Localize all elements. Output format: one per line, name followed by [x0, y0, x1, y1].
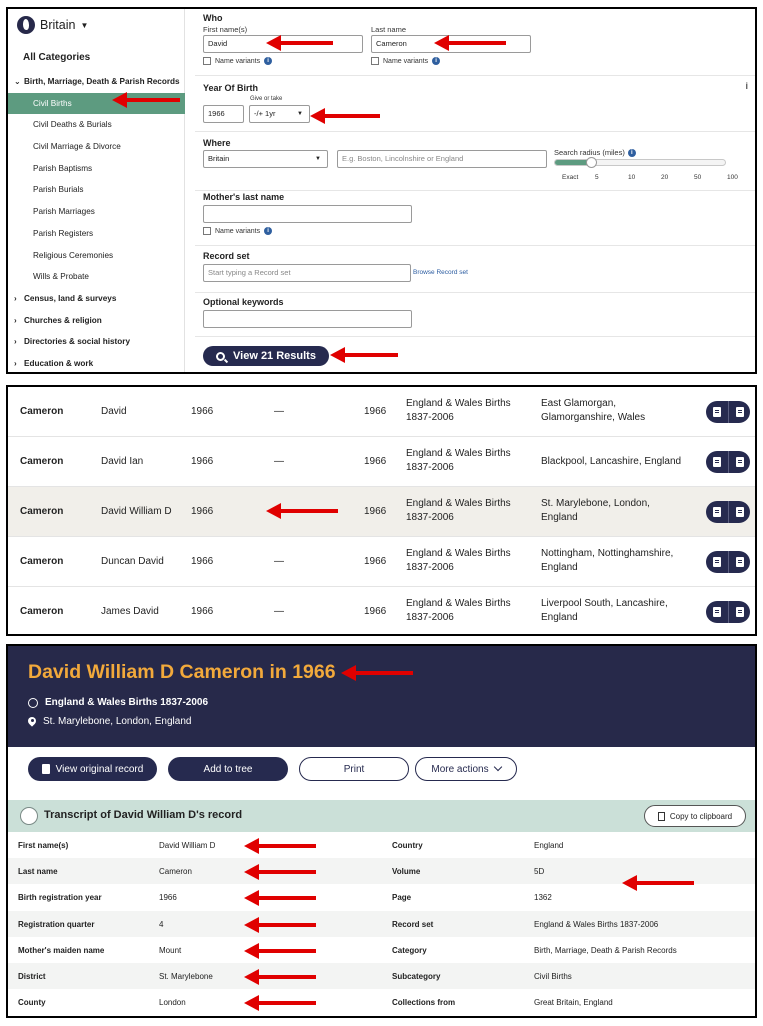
category-item[interactable] — [8, 288, 185, 310]
transcript-row — [8, 963, 755, 989]
result-record-set: England & Wales Births — [406, 548, 511, 559]
document-icon — [713, 407, 721, 417]
field-value: Great Britain, England — [534, 998, 613, 1008]
result-location: England — [541, 562, 578, 573]
category-label: Parish Registers — [33, 228, 94, 238]
field-value: 1966 — [159, 893, 177, 903]
field-value: David William D — [159, 841, 216, 850]
document-icon — [736, 507, 744, 517]
last-name-input[interactable]: Cameron — [371, 35, 531, 53]
document-icon — [713, 607, 721, 617]
all-categories-link[interactable]: All Categories — [23, 52, 91, 63]
category-label: Churches & religion — [24, 315, 102, 325]
document-icon — [736, 407, 744, 417]
view-original-label: View original record — [55, 763, 144, 775]
category-list — [8, 71, 185, 374]
browse-record-set-link[interactable]: Browse Record set — [413, 269, 468, 276]
category-label: Education & work — [24, 358, 94, 368]
result-year: 1966 — [191, 456, 214, 467]
transcript-icon — [20, 807, 38, 825]
mother-name-variants-checkbox[interactable] — [203, 227, 272, 235]
add-to-tree-label: Add to tree — [203, 763, 253, 775]
caret-down-icon: ▼ — [315, 156, 321, 162]
field-label: Volume — [392, 867, 421, 877]
record-place-text: St. Marylebone, London, England — [43, 716, 192, 727]
view-results-label: View 21 Results — [233, 350, 316, 362]
search-radius-label — [554, 148, 636, 157]
view-image-button[interactable] — [728, 401, 750, 423]
radius-tick-label: 10 — [628, 174, 636, 181]
result-actions — [706, 501, 750, 523]
chevron-right-icon: › — [14, 337, 17, 347]
result-record-set: 1837-2006 — [406, 612, 454, 623]
chevron-right-icon: › — [14, 293, 17, 303]
result-first: David William D — [101, 506, 172, 517]
record-place-line — [28, 716, 191, 727]
result-last: Cameron — [20, 606, 64, 617]
result-first: Duncan David — [101, 556, 164, 567]
where-heading: Where — [203, 138, 231, 148]
field-label: Page — [392, 893, 412, 903]
field-label: District — [18, 972, 46, 981]
give-or-take-value: -/+ 1yr — [254, 109, 276, 118]
field-value: Birth, Marriage, Death & Parish Records — [534, 945, 677, 955]
view-transcript-button[interactable] — [706, 401, 728, 423]
search-radius-text: Search radius (miles) — [554, 148, 625, 157]
transcript-row — [8, 832, 755, 858]
category-item[interactable] — [8, 266, 185, 288]
category-label: Directories & social history — [24, 337, 131, 347]
view-transcript-button[interactable] — [706, 451, 728, 473]
category-label: Civil Births — [33, 98, 72, 108]
result-year2: 1966 — [364, 506, 387, 517]
give-or-take-label: Give or take — [250, 96, 283, 102]
result-record-set: England & Wales Births — [406, 598, 511, 609]
field-label: First name(s) — [18, 841, 69, 850]
category-label: Wills & Probate — [33, 272, 89, 282]
info-icon[interactable]: i — [432, 57, 440, 65]
arrow-shaft — [256, 870, 316, 874]
result-record-set: England & Wales Births — [406, 448, 511, 459]
record-header — [8, 646, 755, 747]
category-item[interactable] — [8, 158, 185, 180]
document-icon — [736, 607, 744, 617]
field-value: Cameron — [159, 867, 192, 877]
field-value: 1362 — [534, 893, 552, 903]
result-year2: 1966 — [364, 456, 387, 467]
field-value: England & Wales Births 1837-2006 — [534, 919, 659, 929]
first-name-variants-checkbox[interactable] — [203, 57, 272, 65]
document-icon — [713, 557, 721, 567]
category-item[interactable] — [8, 331, 185, 353]
search-radius-slider[interactable] — [554, 159, 726, 166]
help-info-icon[interactable]: i — [745, 81, 748, 91]
first-name-label: First name(s) — [203, 25, 248, 34]
category-item[interactable] — [8, 353, 185, 374]
result-event: — — [274, 556, 284, 567]
result-location: Glamorganshire, Wales — [541, 412, 646, 423]
name-variants-label: Name variants — [215, 227, 261, 235]
checkbox-box — [371, 57, 379, 65]
divider — [195, 190, 755, 191]
where-country-select[interactable] — [203, 150, 328, 168]
info-icon[interactable]: i — [264, 57, 272, 65]
radius-tick-label: 5 — [595, 174, 599, 181]
location-pin-icon — [28, 717, 36, 727]
category-item[interactable] — [8, 71, 185, 93]
document-icon — [42, 764, 50, 774]
view-image-button[interactable] — [728, 601, 750, 623]
field-label: Registration quarter — [18, 919, 95, 929]
result-location: East Glamorgan, — [541, 398, 617, 409]
view-transcript-button[interactable] — [706, 501, 728, 523]
result-year2: 1966 — [364, 556, 387, 567]
optional-keywords-input[interactable] — [203, 310, 412, 328]
category-label: Parish Baptisms — [33, 163, 93, 173]
result-location: St. Marylebone, London, — [541, 498, 650, 509]
last-name-variants-checkbox[interactable] — [371, 57, 440, 65]
results-panel — [6, 385, 757, 636]
result-actions — [706, 601, 750, 623]
transcript-row — [8, 884, 755, 910]
radius-tick-label: Exact — [562, 174, 579, 181]
give-or-take-select[interactable] — [249, 105, 310, 123]
result-location: England — [541, 612, 578, 623]
category-label: Religious Ceremonies — [33, 250, 114, 260]
result-last: Cameron — [20, 556, 64, 567]
arrow-shaft — [256, 975, 316, 979]
field-label: Mother's maiden name — [18, 945, 105, 955]
field-label: Record set — [392, 919, 434, 929]
field-value: England — [534, 841, 564, 850]
copy-to-clipboard-button[interactable] — [644, 805, 746, 827]
name-variants-label: Name variants — [383, 57, 429, 65]
location-input[interactable]: E.g. Boston, Lincolnshire or England — [337, 150, 547, 168]
search-icon — [216, 352, 225, 361]
category-label: Birth, Marriage, Death & Parish Records — [24, 77, 180, 86]
result-event: — — [274, 606, 284, 617]
where-country-value: Britain — [208, 154, 230, 163]
field-label: County — [18, 998, 46, 1008]
field-value: 4 — [159, 919, 164, 929]
result-first: James David — [101, 606, 159, 617]
result-record-set: 1837-2006 — [406, 412, 454, 423]
category-sidebar — [8, 9, 185, 372]
more-actions-button[interactable] — [415, 757, 517, 781]
field-label: Collections from — [392, 998, 456, 1008]
result-first: David Ian — [101, 456, 144, 467]
field-value: Civil Births — [534, 972, 572, 981]
copy-label: Copy to clipboard — [669, 811, 733, 821]
caret-down-icon: ▼ — [297, 111, 303, 117]
more-actions-label: More actions — [431, 763, 489, 775]
chevron-right-icon: › — [14, 315, 17, 325]
document-icon — [736, 457, 744, 467]
result-year: 1966 — [191, 606, 214, 617]
category-label: Civil Marriage & Divorce — [33, 142, 121, 152]
result-location: Blackpool, Lancashire, England — [541, 456, 682, 467]
document-icon — [713, 507, 721, 517]
result-row[interactable] — [8, 437, 755, 487]
view-transcript-button[interactable] — [706, 601, 728, 623]
checkbox-box — [203, 227, 211, 235]
category-item[interactable] — [8, 223, 185, 245]
category-item[interactable] — [8, 245, 185, 267]
result-actions — [706, 451, 750, 473]
optional-keywords-heading: Optional keywords — [203, 297, 284, 307]
result-record-set: England & Wales Births — [406, 398, 511, 409]
checkbox-box — [203, 57, 211, 65]
category-label: Civil Deaths & Burials — [33, 120, 112, 130]
result-actions — [706, 401, 750, 423]
record-title: David William D Cameron in 1966 — [28, 661, 336, 683]
divider — [195, 131, 755, 132]
transcript-row — [8, 937, 755, 963]
mothers-last-name-heading: Mother's last name — [203, 192, 285, 202]
arrow-shaft — [256, 1001, 316, 1005]
category-label: Parish Marriages — [33, 207, 95, 217]
result-event: — — [274, 456, 284, 467]
info-icon[interactable]: i — [264, 227, 272, 235]
record-set-line — [28, 697, 208, 708]
view-original-record-button[interactable] — [28, 757, 157, 781]
result-row[interactable] — [8, 387, 755, 437]
view-transcript-button[interactable] — [706, 551, 728, 573]
print-button[interactable] — [299, 757, 409, 781]
category-item[interactable] — [8, 201, 185, 223]
last-name-label: Last name — [371, 25, 407, 34]
result-event: — — [274, 406, 284, 417]
birth-year-input[interactable]: 1966 — [203, 105, 244, 123]
chevron-down-icon — [493, 763, 501, 771]
record-set-text: England & Wales Births 1837-2006 — [45, 697, 209, 708]
radius-tick-label: 20 — [661, 174, 669, 181]
arrow-shaft — [256, 896, 316, 900]
name-variants-label: Name variants — [215, 57, 261, 65]
result-location: Liverpool South, Lancashire, — [541, 598, 668, 609]
view-image-button[interactable] — [728, 501, 750, 523]
add-to-tree-button[interactable] — [168, 757, 288, 781]
transcript-title: Transcript of David William D's record — [44, 809, 243, 821]
field-value: Mount — [159, 945, 182, 955]
record-set-icon — [28, 698, 38, 708]
field-label: Subcategory — [392, 972, 441, 981]
category-item[interactable] — [8, 310, 185, 332]
caret-down-icon: ▼ — [80, 20, 89, 30]
clipboard-icon — [658, 812, 665, 821]
radius-tick-label: 50 — [694, 174, 702, 181]
transcript-row — [8, 911, 755, 937]
result-actions — [706, 551, 750, 573]
record-set-heading: Record set — [203, 251, 250, 261]
search-form — [195, 9, 755, 372]
field-label: Country — [392, 841, 423, 850]
result-last: Cameron — [20, 406, 64, 417]
country-label: Britain — [40, 18, 76, 32]
info-icon[interactable]: i — [628, 149, 636, 157]
category-item[interactable] — [8, 114, 185, 136]
divider — [195, 292, 755, 293]
document-icon — [736, 557, 744, 567]
result-location: Nottingham, Nottinghamshire, — [541, 548, 674, 559]
country-selector[interactable] — [17, 16, 88, 34]
print-label: Print — [343, 763, 365, 775]
result-year2: 1966 — [364, 606, 387, 617]
field-value: 5D — [534, 867, 545, 877]
divider — [195, 336, 755, 337]
result-year: 1966 — [191, 506, 214, 517]
category-item[interactable] — [8, 136, 185, 158]
arrow-shaft — [256, 844, 316, 848]
record-set-input[interactable]: Start typing a Record set — [203, 264, 411, 282]
mothers-last-name-input[interactable] — [203, 205, 412, 223]
result-row[interactable] — [8, 537, 755, 587]
result-row[interactable] — [8, 487, 755, 537]
year-of-birth-heading: Year Of Birth — [203, 83, 259, 93]
divider — [195, 75, 755, 76]
result-record-set: 1837-2006 — [406, 462, 454, 473]
field-label: Last name — [18, 867, 58, 877]
search-panel — [6, 7, 757, 374]
result-year2: 1966 — [364, 406, 387, 417]
result-row[interactable] — [8, 587, 755, 636]
arrow-shaft — [256, 923, 316, 927]
category-item[interactable] — [8, 179, 185, 201]
view-image-button[interactable] — [728, 551, 750, 573]
britain-map-icon — [17, 16, 35, 34]
field-value: London — [159, 998, 186, 1008]
result-last: Cameron — [20, 506, 64, 517]
category-item[interactable] — [8, 93, 185, 115]
chevron-down-icon: ⌄ — [14, 77, 21, 86]
view-image-button[interactable] — [728, 451, 750, 473]
result-first: David — [101, 406, 127, 417]
category-label: Census, land & surveys — [24, 293, 117, 303]
record-panel — [6, 644, 757, 1018]
result-record-set: 1837-2006 — [406, 512, 454, 523]
category-label: Parish Burials — [33, 185, 84, 195]
result-record-set: England & Wales Births — [406, 498, 511, 509]
view-results-button[interactable] — [203, 346, 329, 366]
first-name-input[interactable]: David — [203, 35, 363, 53]
field-label: Birth registration year — [18, 893, 102, 903]
result-last: Cameron — [20, 456, 64, 467]
result-year: 1966 — [191, 406, 214, 417]
chevron-right-icon: › — [14, 358, 17, 368]
arrow-shaft — [256, 949, 316, 953]
transcript-bar — [8, 800, 755, 832]
result-record-set: 1837-2006 — [406, 562, 454, 573]
who-heading: Who — [203, 13, 223, 23]
document-icon — [713, 457, 721, 467]
result-location: England — [541, 512, 578, 523]
transcript-row — [8, 989, 755, 1015]
radius-tick-label: 100 — [727, 174, 738, 181]
field-value: St. Marylebone — [159, 972, 213, 981]
divider — [195, 245, 755, 246]
slider-handle[interactable] — [586, 157, 597, 168]
field-label: Category — [392, 945, 427, 955]
result-year: 1966 — [191, 556, 214, 567]
